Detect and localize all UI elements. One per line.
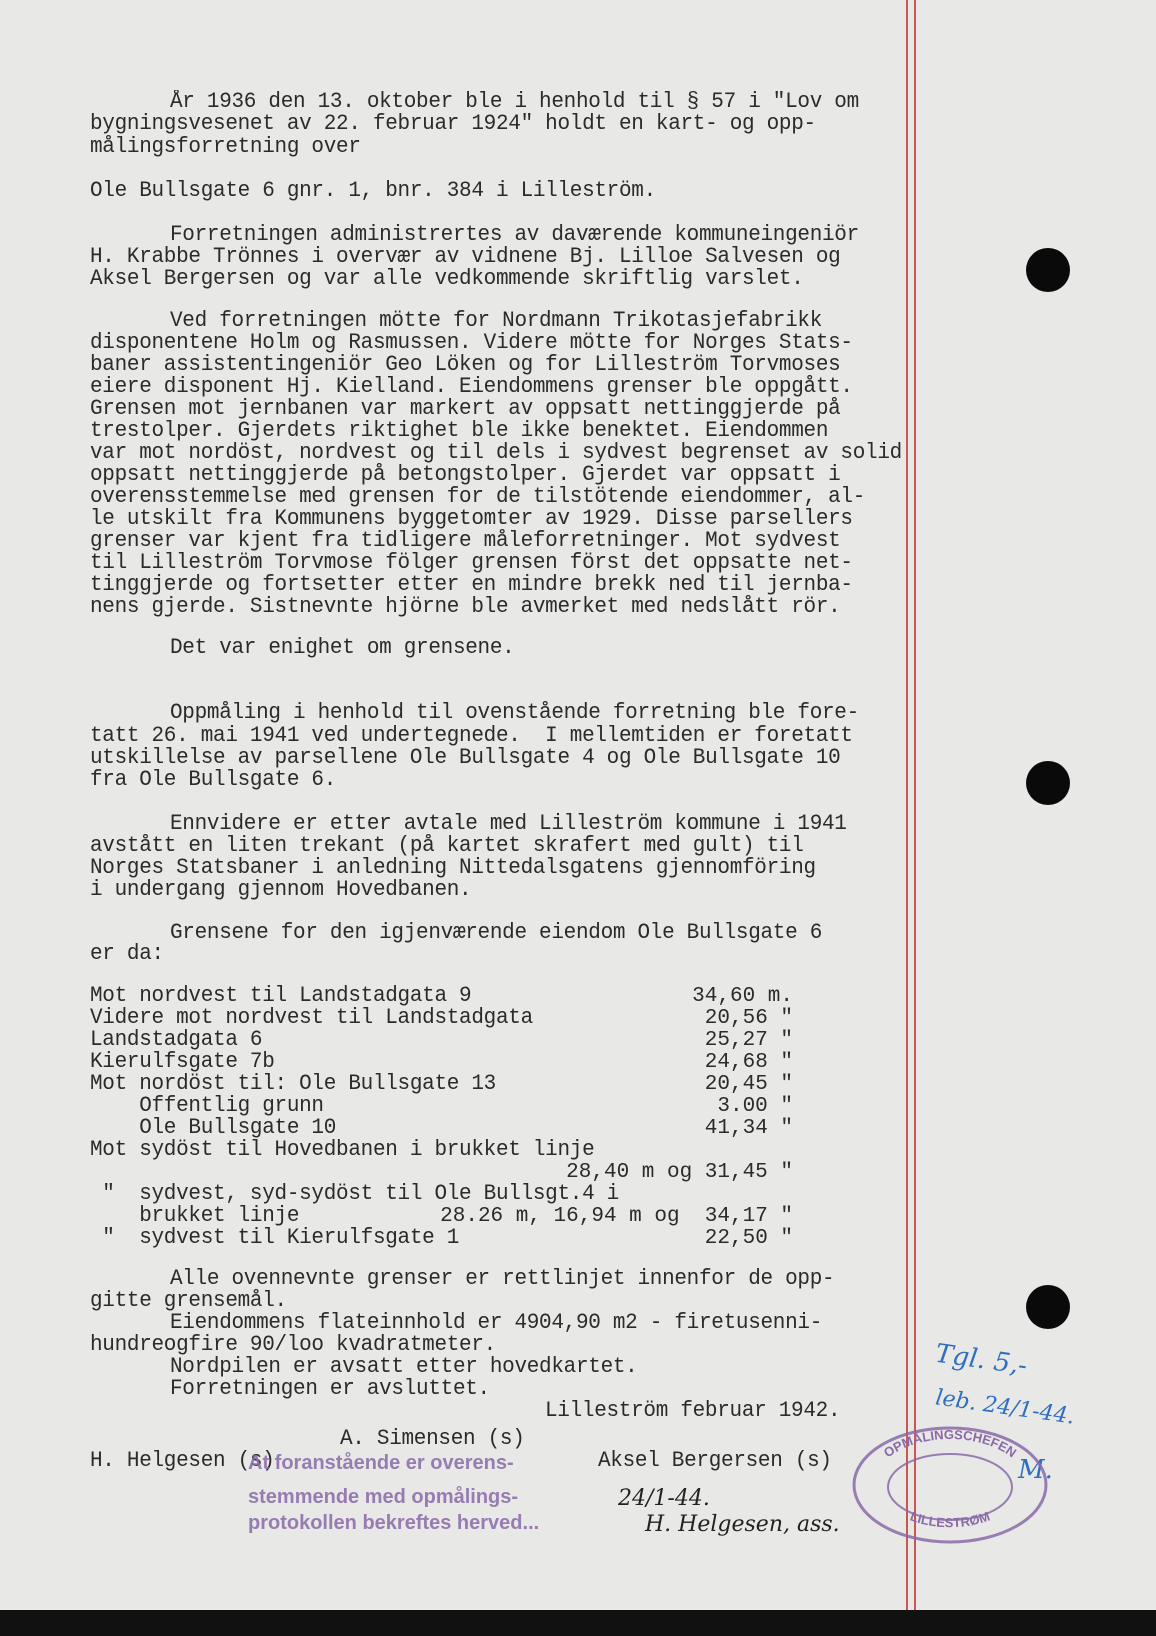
oval-stamp (850, 1425, 1050, 1545)
text-line: eiere disponent Hj. Kielland. Eiendommens grenser ble oppgått. (90, 375, 853, 400)
text-line: År 1936 den 13. oktober ble i henhold til § 57 i "Lov om (170, 90, 859, 115)
text-line: utskillelse av parsellene Ole Bullsgate 4 og Ole Bullsgate 10 (90, 746, 841, 771)
text-line: var mot nordöst, nordvest og til dels i sydvest begrenset av solid (90, 441, 902, 466)
certification-stamp-line: stemmende med opmålings- (248, 1486, 519, 1508)
text-line: Ved forretningen mötte for Nordmann Trikotasjefabrikk (170, 309, 823, 334)
text-line: avstått en liten trekant (på kartet skrafert med gult) til (90, 834, 804, 859)
oval-stamp-bottom-text: LILLESTRØM (908, 1508, 992, 1531)
signature-helgesen: H. Helgesen (s) (90, 1449, 275, 1474)
text-line: Ennvidere er etter avtale med Lilleström kommune i 1941 (170, 812, 847, 837)
boundary-length: 34,60 m. (692, 985, 793, 1008)
margin-note: leb. 24/1-44. (933, 1385, 1077, 1430)
punch-hole (1026, 761, 1070, 805)
text-line: er da: (90, 942, 164, 967)
handwritten-date: 24/1-44. (618, 1486, 710, 1511)
boundary-description: Mot nordvest til Landstadgata 9 (90, 984, 472, 1009)
boundary-description: Mot sydöst til Hovedbanen i brukket linje (90, 1138, 595, 1163)
certification-stamp-line: At foranstående er overens- (248, 1452, 514, 1474)
margin-note: Tgl. 5,- (933, 1338, 1030, 1382)
boundary-description: Ole Bullsgate 10 (90, 1116, 337, 1141)
text-line: gitte grensemål. (90, 1289, 287, 1314)
text-line: grenser var kjent fra tidligere måleforretninger. Mot sydvest (90, 529, 841, 554)
boundary-description: brukket linje (90, 1204, 300, 1229)
signature-simensen: A. Simensen (s) (340, 1427, 525, 1452)
text-line: Forretningen er avsluttet. (170, 1377, 490, 1402)
margin-line-right (914, 0, 916, 1610)
boundary-description: " sydvest til Kierulfsgate 1 (90, 1226, 460, 1251)
boundary-description: Landstadgata 6 (90, 1028, 263, 1053)
text-line: Grensen mot jernbanen var markert av oppsatt nettinggjerde på (90, 397, 841, 422)
boundary-length: 28.26 m, 16,94 m og 34,17 " (440, 1205, 793, 1228)
text-line: Alle ovennevnte grenser er rettlinjet innenfor de opp- (170, 1267, 835, 1292)
boundary-description: " sydvest, syd-sydöst til Ole Bullsgt.4 i (90, 1182, 619, 1207)
oval-stamp-top-text: OPMÅLINGSCHEFEN (880, 1426, 1020, 1461)
scan-edge (0, 1610, 1156, 1636)
text-line: hundreogfire 90/loo kvadratmeter. (90, 1333, 496, 1358)
text-line: målingsforretning over (90, 135, 361, 160)
text-line: tinggjerde og fortsetter etter en mindre brekk ned til jernba- (90, 573, 853, 598)
certification-stamp-line: protokollen bekreftes herved... (248, 1512, 540, 1534)
text-line: H. Krabbe Trönnes i overvær av vidnene Bj. Lilloe Salvesen og (90, 245, 841, 270)
property-line: Ole Bullsgate 6 gnr. 1, bnr. 384 i Lilleström. (90, 179, 656, 204)
text-line: Det var enighet om grensene. (170, 636, 515, 661)
signature-bergersen: Aksel Bergersen (s) (598, 1449, 832, 1474)
boundary-length: 20,45 " (704, 1073, 793, 1096)
text-line: tatt 26. mai 1941 ved undertegnede. I mellemtiden er foretatt (90, 724, 853, 749)
boundary-description: Kierulfsgate 7b (90, 1050, 275, 1075)
text-line: Forretningen administrertes av daværende kommuneingeniör (170, 223, 859, 248)
boundary-description: Offentlig grunn (90, 1094, 324, 1119)
text-line: Aksel Bergersen og var alle vedkommende skriftlig varslet. (90, 267, 804, 292)
boundary-description: Mot nordöst til: Ole Bullsgate 13 (90, 1072, 496, 1097)
text-line: trestolper. Gjerdets riktighet ble ikke benektet. Eiendommen (90, 419, 829, 444)
text-line: fra Ole Bullsgate 6. (90, 768, 337, 793)
punch-hole (1026, 1285, 1070, 1329)
text-line: Grensene for den igjenværende eiendom Ole Bullsgate 6 (170, 921, 823, 946)
text-line: nens gjerde. Sistnevnte hjörne ble avmerket med nedslått rör. (90, 595, 841, 620)
boundary-length: 3.00 " (717, 1095, 793, 1118)
handwritten-signature: H. Helgesen, ass. (645, 1512, 840, 1537)
boundary-description: Videre mot nordvest til Landstadgata (90, 1006, 533, 1031)
text-line: Oppmåling i henhold til ovenstående forretning ble fore- (170, 701, 859, 726)
boundary-length: 25,27 " (704, 1029, 793, 1052)
boundary-length: 20,56 " (704, 1007, 793, 1030)
place-date: Lilleström februar 1942. (545, 1399, 841, 1424)
text-line: i undergang gjennom Hovedbanen. (90, 878, 472, 903)
text-line: oppsatt nettinggjerde på betongstolper. Gjerdet var oppsatt i (90, 463, 841, 488)
boundary-length: 22,50 " (704, 1227, 793, 1250)
margin-note: M. (1018, 1455, 1053, 1485)
text-line: Norges Statsbaner i anledning Nittedalsgatens gjennomföring (90, 856, 816, 881)
text-line: disponentene Holm og Rasmussen. Videre mötte for Norges Stats- (90, 331, 853, 356)
margin-line-left (906, 0, 908, 1610)
boundary-length: 28,40 m og 31,45 " (566, 1161, 793, 1184)
text-line: baner assistentingeniör Geo Löken og for Lilleström Torvmoses (90, 353, 841, 378)
boundary-length: 41,34 " (704, 1117, 793, 1140)
text-line: til Lilleström Torvmose fölger grensen först det oppsatte net- (90, 551, 853, 576)
text-line: Eiendommens flateinnhold er 4904,90 m2 - firetusenni- (170, 1311, 823, 1336)
punch-hole (1026, 248, 1070, 292)
text-line: Nordpilen er avsatt etter hovedkartet. (170, 1355, 638, 1380)
text-line: overensstemmelse med grensen for de tilstötende eiendommer, al- (90, 485, 866, 510)
text-line: le utskilt fra Kommunens byggetomter av 1929. Disse parsellers (90, 507, 853, 532)
boundary-length: 24,68 " (704, 1051, 793, 1074)
text-line: bygningsvesenet av 22. februar 1924" holdt en kart- og opp- (90, 112, 816, 137)
